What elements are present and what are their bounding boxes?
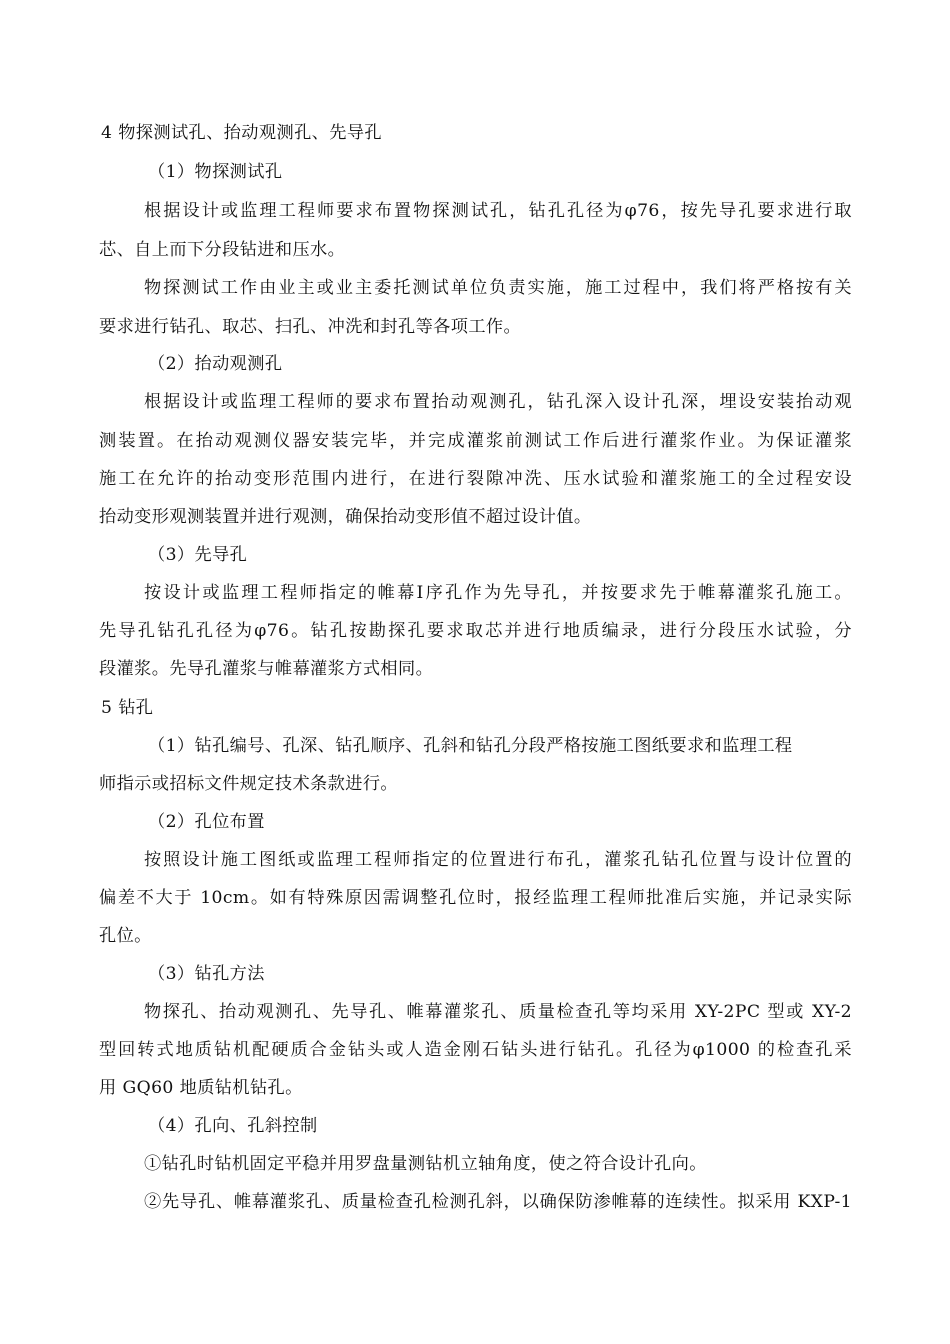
subsection-heading: （3）钻孔方法: [148, 964, 265, 984]
paragraph-line: 用 GQ60 地质钻机钻孔。: [99, 1078, 303, 1098]
paragraph-line: ①钻孔时钻机固定平稳并用罗盘量测钻机立轴角度，使之符合设计孔向。: [144, 1154, 707, 1174]
paragraph-line: 根据设计或监理工程师的要求布置抬动观测孔，钻孔深入设计孔深，埋设安装抬动观: [144, 392, 852, 412]
paragraph-line: 型回转式地质钻机配硬质合金钻头或人造金刚石钻头进行钻孔。孔径为φ1000 的检查孔采: [99, 1040, 852, 1060]
subsection-heading: （2）孔位布置: [148, 812, 265, 832]
paragraph-line: 师指示或招标文件规定技术条款进行。: [99, 774, 398, 794]
subsection-heading: （1）物探测试孔: [148, 162, 283, 182]
paragraph-line: 物探测试工作由业主或业主委托测试单位负责实施，施工过程中，我们将严格按有关: [144, 278, 852, 298]
paragraph-line: （1）钻孔编号、孔深、钻孔顺序、孔斜和钻孔分段严格按施工图纸要求和监理工程: [148, 736, 793, 756]
subsection-heading: （3）先导孔: [148, 545, 248, 565]
section-heading: 5 钻孔: [101, 698, 154, 718]
paragraph-line: 施工在允许的抬动变形范围内进行，在进行裂隙冲洗、压水试验和灌浆施工的全过程安设: [99, 469, 852, 489]
paragraph-line: 按设计或监理工程师指定的帷幕Ⅰ序孔作为先导孔，并按要求先于帷幕灌浆孔施工。: [144, 583, 852, 603]
subsection-heading: （2）抬动观测孔: [148, 354, 283, 374]
paragraph-line: 物探孔、抬动观测孔、先导孔、帷幕灌浆孔、质量检查孔等均采用 XY-2PC 型或 XY-2: [144, 1002, 852, 1022]
paragraph-line: 段灌浆。先导孔灌浆与帷幕灌浆方式相同。: [99, 659, 434, 679]
paragraph-line: 芯、自上而下分段钻进和压水。: [99, 240, 346, 260]
section-heading: 4 物探测试孔、抬动观测孔、先导孔: [101, 123, 383, 143]
paragraph-line: 孔位。: [99, 926, 152, 946]
paragraph-line: 要求进行钻孔、取芯、扫孔、冲洗和封孔等各项工作。: [99, 317, 522, 337]
paragraph-line: 根据设计或监理工程师要求布置物探测试孔，钻孔孔径为φ76，按先导孔要求进行取: [144, 201, 852, 221]
subsection-heading: （4）孔向、孔斜控制: [148, 1116, 318, 1136]
paragraph-line: 测装置。在抬动观测仪器安装完毕，并完成灌浆前测试工作后进行灌浆作业。为保证灌浆: [99, 431, 852, 451]
paragraph-line: 按照设计施工图纸或监理工程师指定的位置进行布孔，灌浆孔钻孔位置与设计位置的: [144, 850, 852, 870]
paragraph-line: 偏差不大于 10cm。如有特殊原因需调整孔位时，报经监理工程师批准后实施，并记录实际: [99, 888, 852, 908]
paragraph-line: 抬动变形观测装置并进行观测，确保抬动变形值不超过设计值。: [99, 507, 592, 527]
paragraph-line: 先导孔钻孔孔径为φ76。钻孔按勘探孔要求取芯并进行地质编录，进行分段压水试验，分: [99, 621, 852, 641]
paragraph-line: ②先导孔、帷幕灌浆孔、质量检查孔检测孔斜，以确保防渗帷幕的连续性。拟采用 KXP-1: [144, 1192, 852, 1212]
